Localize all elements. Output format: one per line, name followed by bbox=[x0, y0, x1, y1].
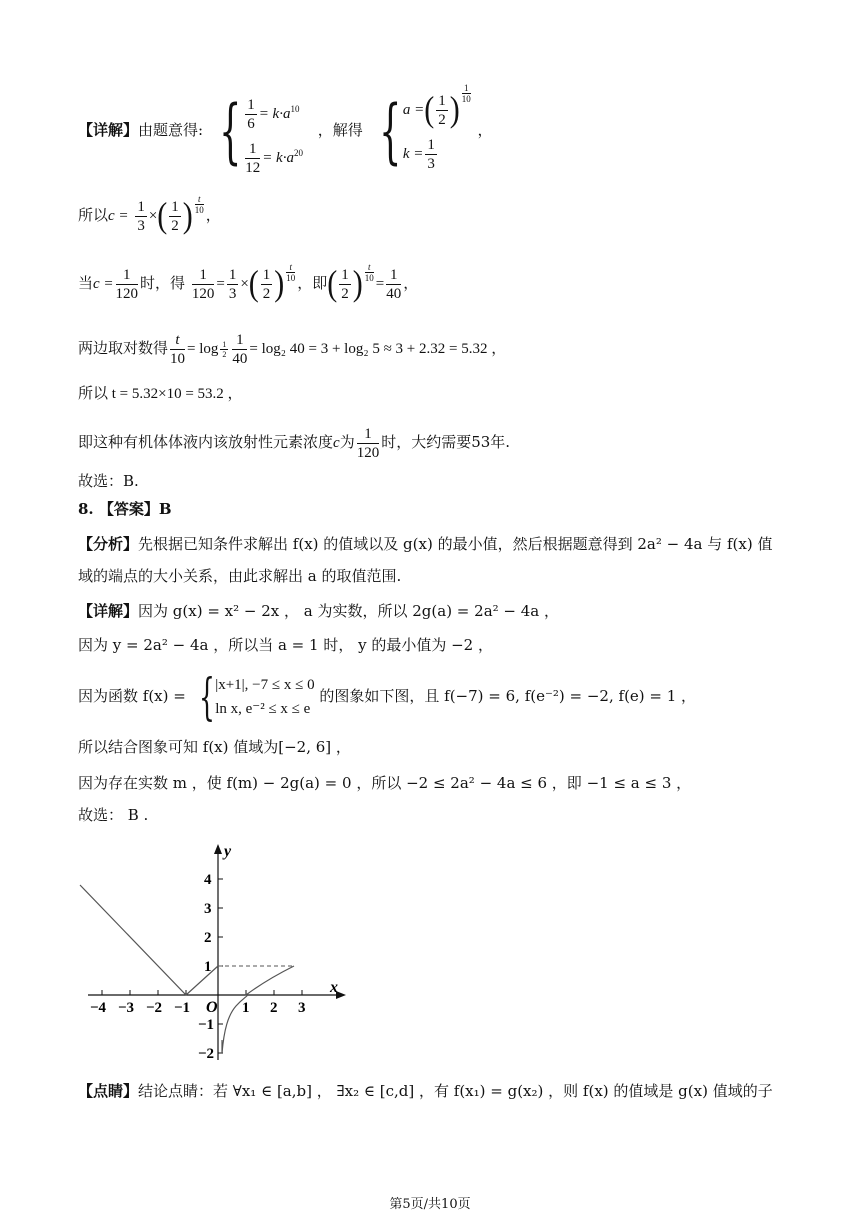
solution-system: a =( $\frac{1}{2}$ ) $\frac{1}{10}$ k = $\frac{1}{3}$ bbox=[402, 83, 471, 172]
remark-line: 【点睛】结论点睛：若 ∀x₁ ∈ [a,b] ， ∃x₂ ∈ [c,d] ，有 f(x₁) = g(x₂) ，则 f(x) 的值域是 g(x) 值域的子 bbox=[78, 1082, 773, 1100]
function-graph bbox=[78, 840, 368, 1070]
solution-line-when: 当c = $\frac{1}{120}$ 时，得 $\frac{1}{120}$ = $\frac{1}{3}$ ×( $\frac{1}{2}$ ) $\frac{t}{10}$ ，即( $\frac{1}{2}$ ) $\frac{t}{10}$ = $\frac{1}{40}$ ， bbox=[78, 262, 419, 304]
ln-curve bbox=[222, 966, 294, 1053]
solution-line-c: 所以c = $\frac{1}{3}$ ×( $\frac{1}{2}$ ) $\frac{t}{10}$ ， bbox=[78, 194, 221, 236]
left-brace: { bbox=[218, 90, 242, 172]
x-tick-label: −4 bbox=[90, 1000, 107, 1016]
solution-line-log: 两边取对数得 $\frac{t}{10}$ = log $\frac{1}{2}$ $\frac{1}{40}$ = log₂ 40 = 3 + log₂ 5 ≈ 3 + 2.32 = 5.32 ， bbox=[78, 331, 507, 367]
answer-heading-8: 8. 【答案】B bbox=[78, 500, 172, 518]
section-tag: 【详解】 bbox=[78, 121, 139, 139]
solution-line-t: 所以 t = 5.32×10 = 53.2 ， bbox=[78, 386, 243, 402]
detail-line-answer: 故选： B . bbox=[78, 806, 149, 824]
x-tick-label: −2 bbox=[146, 1000, 163, 1016]
x-tick-label: −1 bbox=[174, 1000, 191, 1016]
x-tick-label: 1 bbox=[242, 1000, 250, 1016]
detail-line-exists: 因为存在实数 m ，使 f(m) − 2g(a) = 0 ，所以 −2 ≤ 2a² − 4a ≤ 6 ，即 −1 ≤ a ≤ 3 ， bbox=[78, 774, 692, 792]
analysis-line-1: 【分析】先根据已知条件求解出 f(x) 的值域以及 g(x) 的最小值，然后根据题意得到 2a² − 4a 与 f(x) 值 bbox=[78, 535, 773, 553]
detail-line-1: 【详解】因为 g(x) = x² − 2x ， a 为实数，所以 2g(a) = 2a² − 4a ， bbox=[78, 602, 560, 620]
y-tick-label: 3 bbox=[204, 901, 212, 917]
solution-line-system: 【详解】由题意得: { $\frac{1}{6}$ = $k\cdot a^{10}$ $\frac{1}{12}$ = $k\cdot a^{20}$ ，解得 { a =( $\frac{1}{2}$ ) $\frac{1}{10}$ k = $\frac{1}{3}$ ， bbox=[78, 83, 493, 176]
left-brace: { bbox=[378, 90, 401, 172]
x-tick-label: 2 bbox=[270, 1000, 278, 1016]
equation-system: $\frac{1}{6}$ = $k\cdot a^{10}$ $\frac{1}{12}$ = $k\cdot a^{20}$ bbox=[245, 96, 303, 176]
y-tick-label: 2 bbox=[204, 930, 212, 946]
solution-line-conclusion: 即这种有机体体液内该放射性元素浓度c为 $\frac{1}{120}$ 时，大约需要53年. bbox=[78, 425, 511, 461]
y-tick-label: −1 bbox=[198, 1017, 215, 1033]
y-axis-arrow bbox=[214, 844, 222, 854]
detail-line-2: 因为 y = 2a² − 4a ，所以当 a = 1 时， y 的最小值为 −2 ， bbox=[78, 636, 493, 654]
y-tick-label: −2 bbox=[198, 1046, 215, 1062]
origin-label: O bbox=[206, 999, 218, 1016]
abs-curve bbox=[80, 885, 218, 995]
detail-line-piecewise: 因为函数 f(x) = { |x+1|, −7 ≤ x ≤ 0 ln x, e⁻² ≤ x ≤ e 的图象如下图，且 f(−7) = 6, f(e⁻²) = −2, f(e) = 1 ， bbox=[78, 668, 697, 726]
x-axis-label: x bbox=[330, 979, 338, 996]
answer-line-7: 故选：B. bbox=[78, 472, 139, 490]
y-axis-label: y bbox=[224, 843, 232, 860]
detail-line-range: 所以结合图象可知 f(x) 值域为[−2, 6] ， bbox=[78, 738, 351, 756]
y-tick-label: 1 bbox=[204, 959, 212, 975]
x-tick-label: 3 bbox=[298, 1000, 306, 1016]
page-footer: 第5页/共10页 bbox=[389, 1197, 471, 1212]
y-tick-label: 4 bbox=[204, 872, 212, 888]
analysis-line-2: 域的端点的大小关系，由此求解出 a 的取值范围. bbox=[78, 567, 402, 585]
x-tick-label: −3 bbox=[118, 1000, 135, 1016]
